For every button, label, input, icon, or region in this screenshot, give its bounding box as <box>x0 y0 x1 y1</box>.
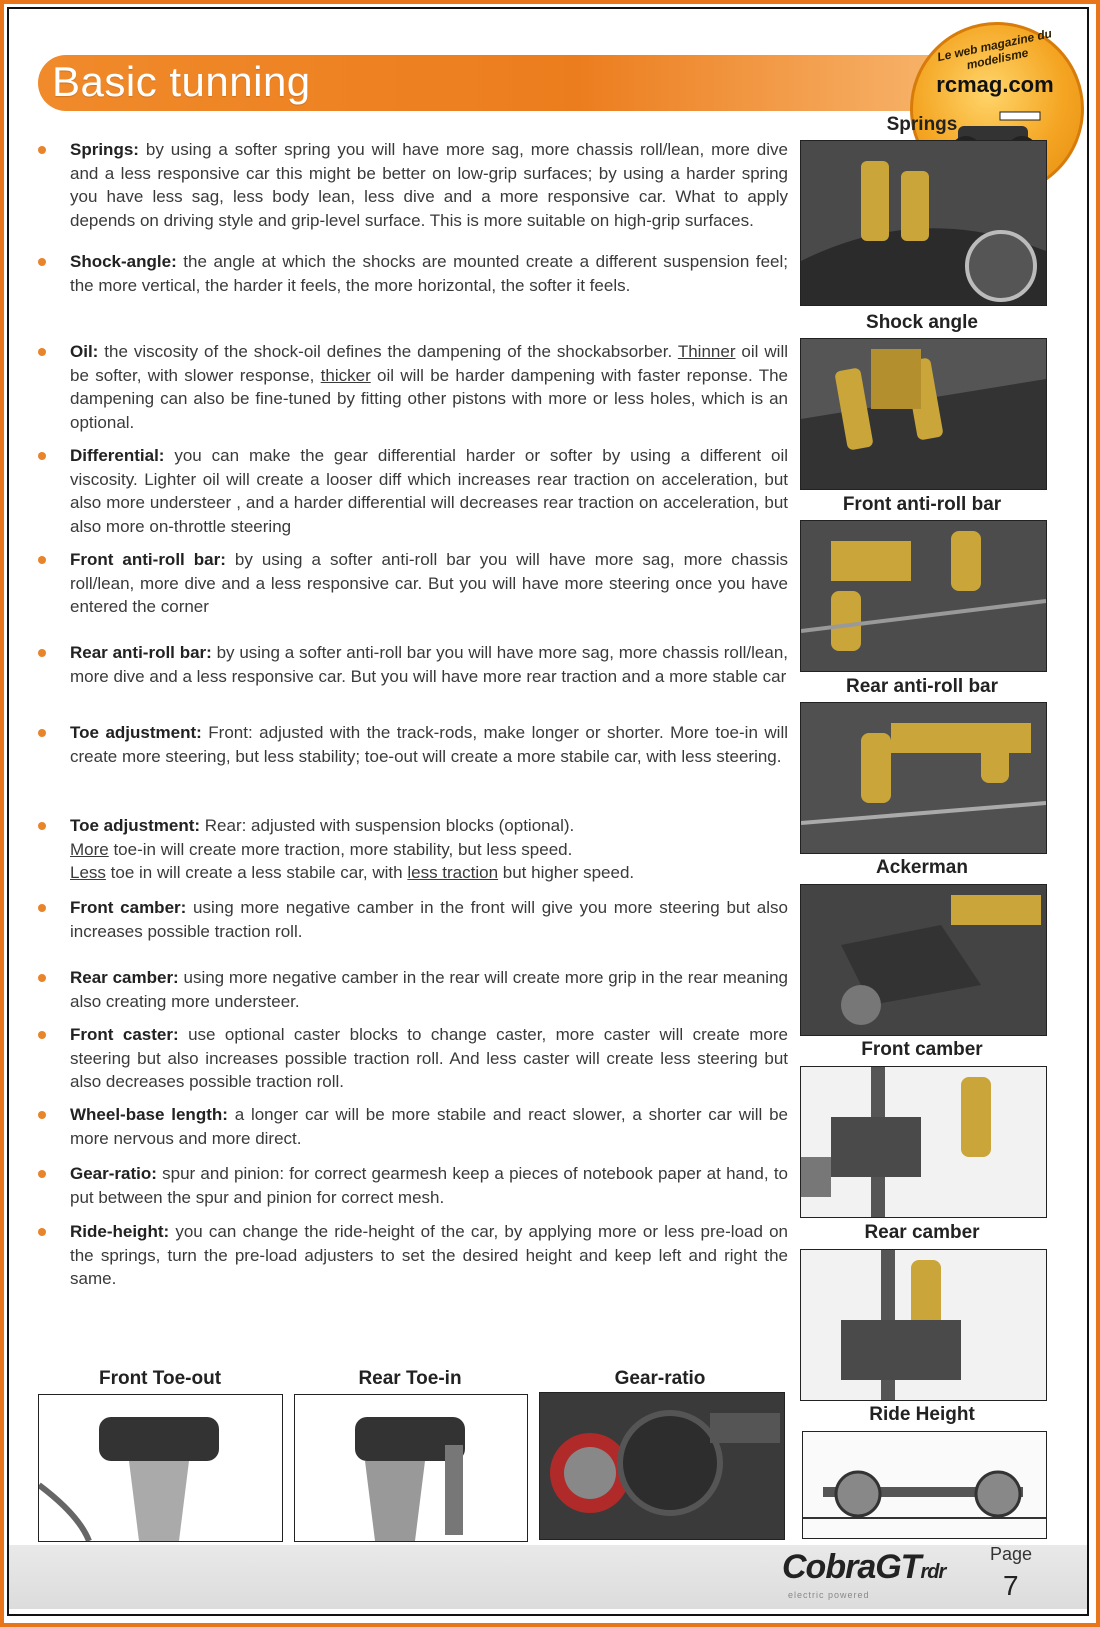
item-text: using more negative camber in the rear will create more grip in the rear meaning also creating more understeer. <box>70 968 788 1011</box>
cobra-gt-logo <box>782 1548 945 1587</box>
item-term: Differential: <box>70 446 165 465</box>
bullet-icon <box>38 348 46 356</box>
page-title: Basic tunning <box>52 58 311 105</box>
photo-caption-rear-toe-in: Rear Toe-in <box>358 1368 462 1389</box>
item-text: by using a softer anti-roll bar you will have more sag, more chassis roll/lean, more dive and a less responsive car. But you will have more rear traction and a more stable car <box>70 643 788 686</box>
item-text: by using a softer anti-roll bar you will have more sag, more chassis roll/lean, more dive and a less responsive car. But you will have more steering once you have entered the corner <box>70 550 788 616</box>
photo-caption-shock-angle: Shock angle <box>866 312 978 333</box>
photo-caption-front-toe-out: Front Toe-out <box>98 1368 222 1389</box>
item-underlined: less traction <box>407 863 499 882</box>
rear-toe-in-photo <box>294 1394 528 1542</box>
photo-caption-springs: Springs <box>886 114 958 135</box>
item-term: Rear anti-roll bar: <box>70 643 212 662</box>
gear-ratio-photo <box>539 1392 785 1540</box>
bullet-icon <box>38 1111 46 1119</box>
item-text: you can change the ride-height of the car, by applying more or less pre-load on the springs, turn the pre-load adjusters to set the desired height and keep left and right the same. <box>70 1222 788 1288</box>
bullet-icon <box>38 258 46 266</box>
logo-tagline: Le web magazine du modelisme <box>936 26 1054 73</box>
item-text: by using a softer spring you will have more sag, more chassis roll/lean, more dive and a less responsive car this might be better on low-grip surfaces; by using a harder spring you have less sag, less body lean, less dive and a more responsive car. What to apply depends on driving style and grip-level surface. This is more suitable on high-grip surfaces. <box>70 140 788 230</box>
brand-name: CobraGT <box>782 1548 921 1586</box>
bullet-icon <box>38 1228 46 1236</box>
bullet-icon <box>38 452 46 460</box>
item-term: Oil: <box>70 342 99 361</box>
rear-anti-roll-bar-photo <box>800 702 1047 854</box>
item-term: Shock-angle: <box>70 252 177 271</box>
bullet-icon <box>38 1031 46 1039</box>
item-term: Wheel-base length: <box>70 1105 228 1124</box>
front-toe-out-photo <box>38 1394 283 1542</box>
page-label: Page <box>990 1544 1033 1564</box>
item-underlined: Less <box>70 863 106 882</box>
photo-caption-front-camber: Front camber <box>861 1039 983 1060</box>
springs-photo <box>800 140 1047 306</box>
logo-name: rcmag.com <box>936 72 1054 97</box>
bullet-icon <box>38 1170 46 1178</box>
photo-caption-ride-height: Ride Height <box>869 1404 975 1425</box>
item-text: a longer car will be more stabile and react slower, a shorter car will be more nervous and more direct. <box>70 1105 788 1148</box>
brand-suffix: rdr <box>920 1561 946 1583</box>
bullet-icon <box>38 729 46 737</box>
item-underlined: thicker <box>320 365 371 385</box>
photo-caption-rear-camber: Rear camber <box>864 1222 980 1243</box>
item-text: Front: adjusted with the track-rods, make longer or shorter. More toe-in will create more steering, but less stability; toe-out will create a more stabile car, with less steering. <box>70 723 788 766</box>
bullet-icon <box>38 556 46 564</box>
ackerman-photo <box>800 884 1047 1036</box>
item-text: Rear: adjusted with suspension blocks (optional). <box>200 816 575 835</box>
bullet-icon <box>38 822 46 830</box>
item-text: toe in will create a less stabile car, with <box>105 863 408 882</box>
page-number: 7 <box>1003 1570 1019 1601</box>
item-text: oil will be softer, with slower response, <box>70 342 788 385</box>
bullet-icon <box>38 649 46 657</box>
photo-caption-front-anti-roll-bar: Front anti-roll bar <box>842 494 1002 515</box>
photo-caption-ackerman: Ackerman <box>876 857 968 878</box>
item-term: Toe adjustment: <box>70 816 201 835</box>
item-text: toe-in will create more traction, more stability, but less speed. <box>108 839 573 859</box>
item-term: Gear-ratio: <box>70 1164 157 1183</box>
bullet-icon <box>38 146 46 154</box>
item-term: Front caster: <box>70 1025 179 1044</box>
bullet-icon <box>38 974 46 982</box>
item-text: but higher speed. <box>498 863 635 882</box>
ride-height-photo <box>802 1431 1047 1539</box>
item-term: Springs: <box>70 140 139 159</box>
shock-angle-photo <box>800 338 1047 490</box>
item-text: spur and pinion: for correct gearmesh keep a pieces of notebook paper at hand, to put between the spur and pinion for correct mesh. <box>70 1164 788 1207</box>
item-text: the viscosity of the shock-oil defines the dampening of the shockabsorber. <box>98 342 678 361</box>
item-term: Front camber: <box>70 898 187 917</box>
rear-camber-photo <box>800 1249 1047 1401</box>
item-term: Toe adjustment: <box>70 723 202 742</box>
front-anti-roll-bar-photo <box>800 520 1047 672</box>
item-term: Front anti-roll bar: <box>70 550 226 569</box>
photo-caption-rear-anti-roll-bar: Rear anti-roll bar <box>845 676 999 697</box>
item-underlined: Thinner <box>677 342 736 361</box>
item-text: you can make the gear differential harder or softer by using a different oil viscosity. Lighter oil will create a looser diff which increases rear traction on acceleration, but also more understeer , and a harder differential will decreases rear traction on acceleration, but also more on-throttle steering <box>70 446 788 536</box>
item-term: Rear camber: <box>70 968 179 987</box>
item-underlined: More <box>70 839 109 859</box>
front-camber-photo <box>800 1066 1047 1218</box>
brand-subtitle: electric powered <box>788 1590 870 1600</box>
photo-caption-gear-ratio: Gear-ratio <box>614 1368 706 1389</box>
bullet-icon <box>38 904 46 912</box>
item-text: use optional caster blocks to change caster, more caster will create more steering but also increases possible traction roll. And less caster will create less steering but also decreases possible traction roll. <box>70 1025 788 1091</box>
item-text: using more negative camber in the front will give you more steering but also increases possible traction roll. <box>70 898 788 941</box>
item-text: the angle at which the shocks are mounted create a different suspension feel; the more vertical, the harder it feels, the more horizontal, the softer it feels. <box>70 252 788 295</box>
item-text: oil will be harder dampening with faster reponse. The dampening can also be fine-tuned by fitting other pistons with more or less holes, which is an optional. <box>70 365 789 432</box>
item-term: Ride-height: <box>70 1222 170 1241</box>
